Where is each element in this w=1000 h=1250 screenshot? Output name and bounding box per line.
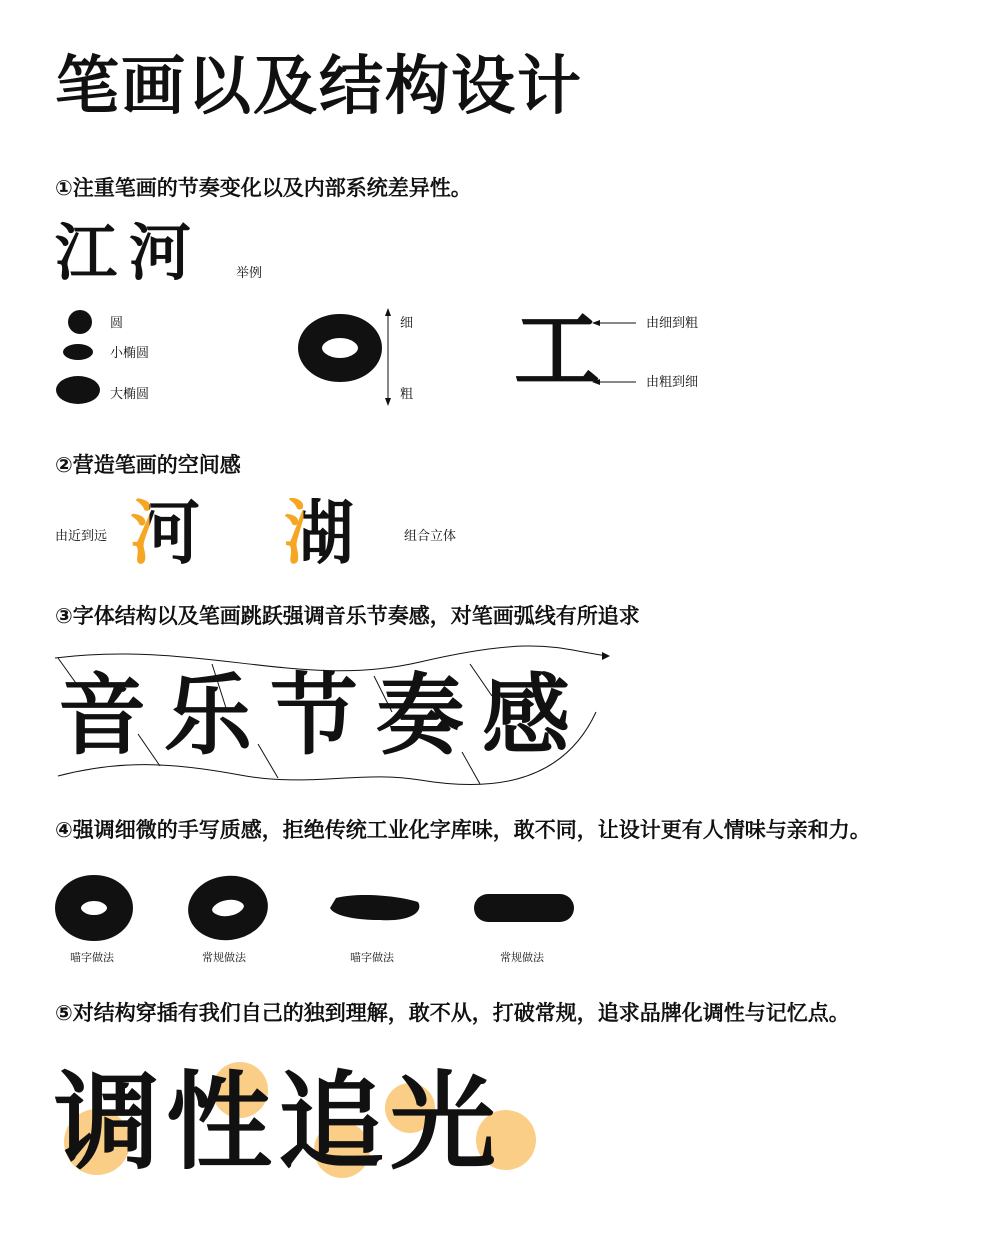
arrow-down-icon bbox=[385, 398, 391, 406]
combo-3d-label: 组合立体 bbox=[404, 529, 457, 544]
gong-char: 工 bbox=[514, 301, 600, 401]
regular-ring-sample bbox=[197, 884, 258, 931]
miao-bar-sample bbox=[330, 895, 419, 920]
large-ellipse-label: 大椭圆 bbox=[110, 387, 150, 402]
miao-ring-sample bbox=[68, 888, 120, 928]
miao-method-label: 喵字做法 bbox=[70, 951, 114, 964]
arrow-up-icon bbox=[385, 308, 391, 316]
miao-method-label: 喵字做法 bbox=[350, 951, 394, 964]
circle-label: 圆 bbox=[110, 316, 124, 331]
near-to-far-label: 由近到远 bbox=[55, 529, 108, 544]
music-rhythm-chars: 音乐节奏感 bbox=[58, 664, 589, 767]
thick-label: 粗 bbox=[400, 387, 414, 402]
section-5-heading: ⑤对结构穿插有我们自己的独到理解，敢不从，打破常规，追求品牌化调性与记忆点。 bbox=[55, 1001, 850, 1025]
brand-tone-chars: 调性追光 bbox=[54, 1061, 502, 1184]
thin-to-thick-label: 由细到粗 bbox=[646, 316, 699, 331]
char-hu: 湖 bbox=[284, 492, 354, 574]
page-title: 笔画以及结构设计 bbox=[55, 50, 583, 124]
section-2-heading: ②营造笔画的空间感 bbox=[55, 453, 241, 477]
section-3-heading: ③字体结构以及笔画跳跃强调音乐节奏感，对笔画弧线有所追求 bbox=[55, 604, 640, 628]
example-chars: 江河 bbox=[55, 216, 204, 289]
regular-method-label: 常规做法 bbox=[202, 951, 246, 964]
small-ellipse-label: 小椭圆 bbox=[110, 346, 150, 361]
regular-method-label: 常规做法 bbox=[500, 951, 544, 964]
regular-bar-sample bbox=[474, 894, 574, 922]
small-ellipse-dot bbox=[63, 344, 93, 360]
thick-to-thin-label: 由粗到细 bbox=[646, 375, 699, 390]
large-ellipse-dot bbox=[56, 376, 100, 404]
circle-dot bbox=[68, 310, 92, 334]
char-he: 河 bbox=[130, 492, 200, 574]
ring-stroke-sample bbox=[310, 326, 370, 370]
example-label: 举例 bbox=[236, 266, 263, 281]
section-4-heading: ④强调细微的手写质感，拒绝传统工业化字库味，敢不同，让设计更有人情味与亲和力。 bbox=[55, 818, 871, 842]
arrow-right-icon bbox=[602, 652, 610, 660]
section-1-heading: ①注重笔画的节奏变化以及内部系统差异性。 bbox=[55, 176, 472, 200]
thin-label: 细 bbox=[400, 316, 414, 331]
